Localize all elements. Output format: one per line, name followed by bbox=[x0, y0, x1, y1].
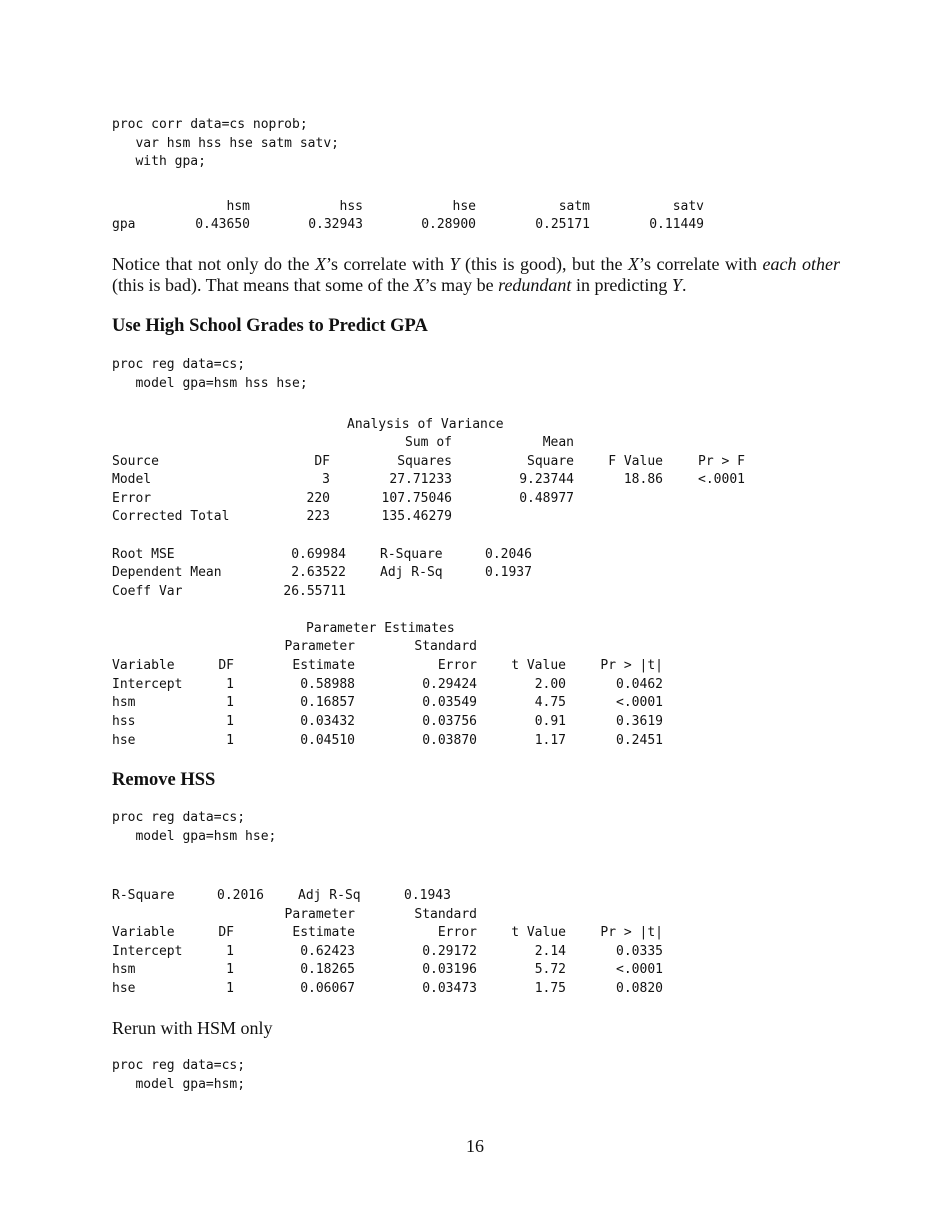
param-title: Parameter Estimates bbox=[306, 621, 455, 636]
code-block-corr bbox=[112, 116, 339, 172]
param-cell: 1 bbox=[226, 733, 234, 748]
param-cell: 0.16857 bbox=[300, 695, 355, 710]
param-cell: hse bbox=[112, 733, 136, 748]
param-cell: 0.3619 bbox=[616, 714, 663, 729]
param-header: t Value bbox=[511, 658, 566, 673]
param-header: Estimate bbox=[292, 925, 355, 940]
param-cell: 0.29424 bbox=[422, 677, 477, 692]
param-cell: hss bbox=[112, 714, 136, 729]
corr-header: satm bbox=[558, 199, 590, 214]
fit-value: 0.1943 bbox=[404, 888, 451, 903]
code-line: proc reg data=cs; bbox=[112, 1058, 246, 1073]
fit-value: 26.55711 bbox=[283, 584, 346, 599]
param-header: Standard bbox=[414, 907, 477, 922]
code-line: model gpa=hsm hss hse; bbox=[112, 375, 308, 391]
corr-value: 0.43650 bbox=[195, 217, 250, 232]
corr-header: hse bbox=[452, 199, 476, 214]
code-line: model gpa=hsm hse; bbox=[112, 828, 277, 844]
corr-value: 0.32943 bbox=[308, 217, 363, 232]
param-cell: 1 bbox=[226, 695, 234, 710]
anova-header: DF bbox=[314, 454, 330, 469]
anova-title: Analysis of Variance bbox=[347, 417, 504, 432]
anova-header: Square bbox=[527, 454, 574, 469]
code-line: proc corr data=cs noprob; bbox=[112, 117, 308, 132]
param-header: Variable bbox=[112, 925, 175, 940]
corr-header: satv bbox=[672, 199, 704, 214]
param-header: Pr > |t| bbox=[600, 925, 663, 940]
param-header: Parameter bbox=[284, 639, 355, 654]
param-cell: 1 bbox=[226, 677, 234, 692]
anova-header: Sum of bbox=[405, 435, 452, 450]
param-cell: hsm bbox=[112, 962, 136, 977]
param-cell: hsm bbox=[112, 695, 136, 710]
code-line: with gpa; bbox=[112, 154, 206, 170]
param-header: DF bbox=[218, 658, 234, 673]
param-header: DF bbox=[218, 925, 234, 940]
param-cell: 2.14 bbox=[534, 944, 566, 959]
fit-label: R-Square bbox=[380, 547, 443, 562]
param-header: t Value bbox=[511, 925, 566, 940]
rerun-text: Rerun with HSM only bbox=[112, 1018, 273, 1038]
anova-cell: 3 bbox=[322, 472, 330, 487]
param-cell: 1 bbox=[226, 981, 234, 996]
param-cell: <.0001 bbox=[616, 962, 663, 977]
anova-cell: 0.48977 bbox=[519, 491, 574, 506]
anova-header: Squares bbox=[397, 454, 452, 469]
corr-header: hss bbox=[339, 199, 363, 214]
code-block-reg-reduced bbox=[112, 809, 276, 846]
param-cell: 0.03870 bbox=[422, 733, 477, 748]
page-number: 16 bbox=[466, 1136, 484, 1156]
anova-cell: Model bbox=[112, 472, 152, 487]
fit-label: R-Square bbox=[112, 888, 175, 903]
fit-value: 0.69984 bbox=[291, 547, 346, 562]
anova-header: Pr > F bbox=[698, 454, 745, 469]
param-cell: 1 bbox=[226, 714, 234, 729]
param-cell: Intercept bbox=[112, 677, 183, 692]
param-header: Error bbox=[437, 925, 477, 940]
param-cell: 1 bbox=[226, 944, 234, 959]
param-cell: 0.04510 bbox=[300, 733, 355, 748]
corr-value: 0.25171 bbox=[535, 217, 590, 232]
anova-cell: 27.71233 bbox=[389, 472, 452, 487]
section-heading-predict-gpa: Use High School Grades to Predict GPA bbox=[112, 316, 428, 336]
param-header: Error bbox=[437, 658, 477, 673]
anova-cell: 220 bbox=[306, 491, 330, 506]
code-line: proc reg data=cs; bbox=[112, 357, 246, 372]
param-cell: hse bbox=[112, 981, 136, 996]
param-cell: 5.72 bbox=[534, 962, 566, 977]
fit-value: 0.1937 bbox=[485, 565, 532, 580]
param-cell: 0.03196 bbox=[422, 962, 477, 977]
anova-cell: 107.75046 bbox=[381, 491, 452, 506]
param-cell: 0.06067 bbox=[300, 981, 355, 996]
code-block-reg-full bbox=[112, 356, 308, 393]
param-cell: 0.03756 bbox=[422, 714, 477, 729]
param-cell: 0.58988 bbox=[300, 677, 355, 692]
param-header: Variable bbox=[112, 658, 175, 673]
param-cell: 0.91 bbox=[534, 714, 566, 729]
param-header: Parameter bbox=[284, 907, 355, 922]
param-cell: 4.75 bbox=[534, 695, 566, 710]
param-cell: <.0001 bbox=[616, 695, 663, 710]
fit-label: Dependent Mean bbox=[112, 565, 222, 580]
corr-row-label: gpa bbox=[112, 217, 136, 232]
anova-header: F Value bbox=[608, 454, 663, 469]
fit-label: Adj R-Sq bbox=[380, 565, 443, 580]
param-cell: Intercept bbox=[112, 944, 183, 959]
corr-value: 0.28900 bbox=[421, 217, 476, 232]
param-header: Estimate bbox=[292, 658, 355, 673]
anova-cell: Error bbox=[112, 491, 152, 506]
param-cell: 0.0462 bbox=[616, 677, 663, 692]
code-line: proc reg data=cs; bbox=[112, 810, 246, 825]
param-cell: 0.0820 bbox=[616, 981, 663, 996]
fit-label: Adj R-Sq bbox=[298, 888, 361, 903]
anova-cell: 9.23744 bbox=[519, 472, 574, 487]
section-heading-remove-hss: Remove HSS bbox=[112, 770, 216, 790]
param-cell: 0.62423 bbox=[300, 944, 355, 959]
param-cell: 1.75 bbox=[534, 981, 566, 996]
fit-value: 0.2046 bbox=[485, 547, 532, 562]
anova-cell: <.0001 bbox=[698, 472, 745, 487]
param-cell: 1 bbox=[226, 962, 234, 977]
anova-cell: 223 bbox=[306, 509, 330, 524]
anova-cell: 18.86 bbox=[623, 472, 663, 487]
code-line: var hsm hss hse satm satv; bbox=[112, 135, 339, 151]
code-line: model gpa=hsm; bbox=[112, 1076, 246, 1092]
param-cell: 0.0335 bbox=[616, 944, 663, 959]
anova-cell: Corrected Total bbox=[112, 509, 230, 524]
code-block-reg-hsm bbox=[112, 1057, 245, 1094]
param-cell: 0.2451 bbox=[616, 733, 663, 748]
fit-label: Root MSE bbox=[112, 547, 175, 562]
anova-header: Mean bbox=[542, 435, 574, 450]
param-cell: 0.03432 bbox=[300, 714, 355, 729]
param-cell: 0.03473 bbox=[422, 981, 477, 996]
corr-header: hsm bbox=[226, 199, 250, 214]
fit-value: 0.2016 bbox=[217, 888, 264, 903]
anova-header: Source bbox=[112, 454, 159, 469]
param-header: Pr > |t| bbox=[600, 658, 663, 673]
corr-value: 0.11449 bbox=[649, 217, 704, 232]
param-header: Standard bbox=[414, 639, 477, 654]
param-cell: 1.17 bbox=[534, 733, 566, 748]
param-cell: 0.03549 bbox=[422, 695, 477, 710]
notice-paragraph: Notice that not only do the X’s correlate with Y (this is good), but the X’s correlate with each other (this is bad). That means that some of the X’s may be redundant in predicting Y. bbox=[112, 254, 840, 295]
param-cell: 2.00 bbox=[534, 677, 566, 692]
fit-value: 2.63522 bbox=[291, 565, 346, 580]
fit-label: Coeff Var bbox=[112, 584, 183, 599]
anova-cell: 135.46279 bbox=[381, 509, 452, 524]
param-cell: 0.18265 bbox=[300, 962, 355, 977]
param-cell: 0.29172 bbox=[422, 944, 477, 959]
